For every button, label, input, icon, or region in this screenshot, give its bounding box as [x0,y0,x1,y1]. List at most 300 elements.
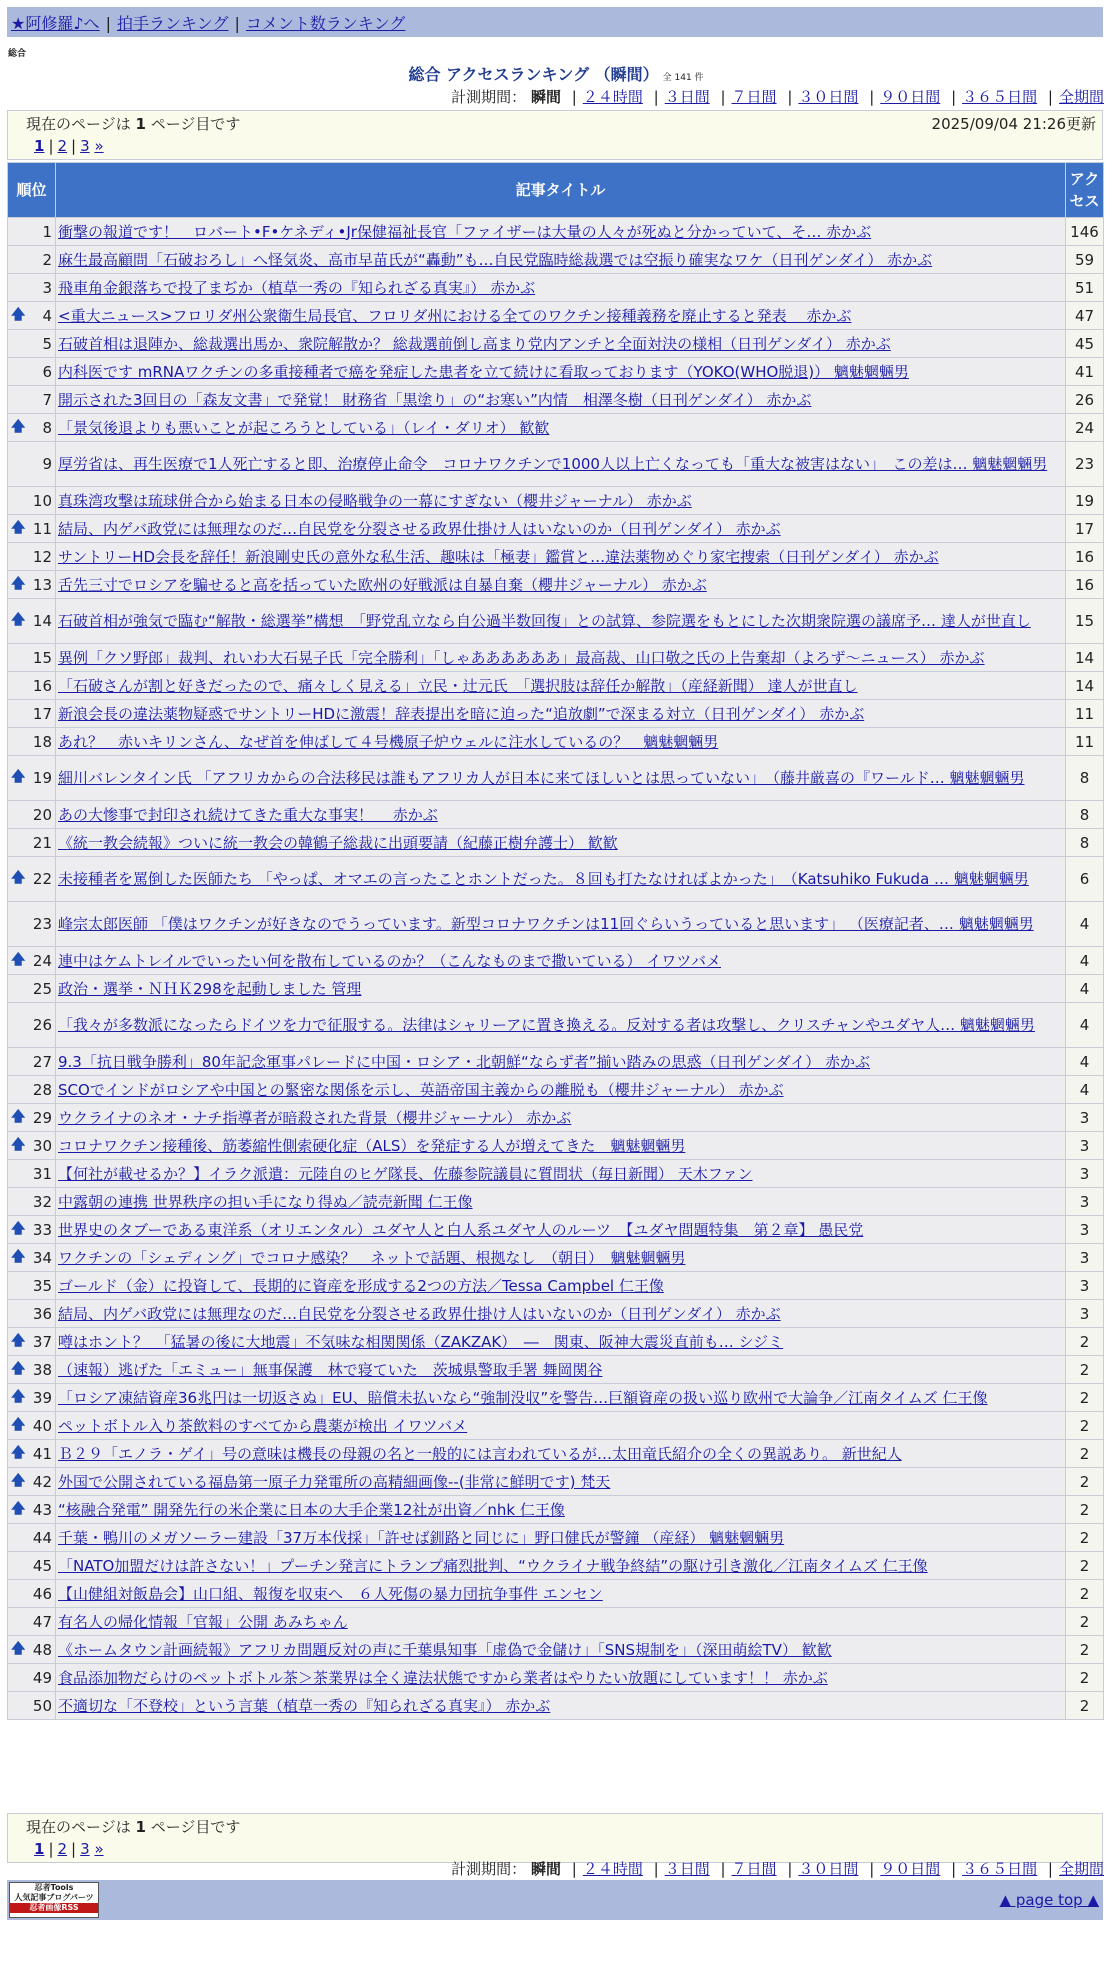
footer-bar [7,1880,1103,1920]
rank-number: 35 [32,1276,52,1295]
title-cell [56,1440,1066,1468]
access-count: 3 [1066,1160,1104,1188]
article-title-link[interactable]: 峰宗太郎医師 「僕はワクチンが好きなのでうっています。新型コロナワクチンは11回ぐらいうっていると思います」 （医療記者、… 魑魅魍魎男 [58,915,1034,933]
rank-number: 43 [32,1500,52,1519]
rank-cell [8,1188,56,1216]
rank-cell [8,274,56,302]
period-link-365d[interactable]: ３６５日間 [962,88,1038,106]
access-count: 2 [1066,1524,1104,1552]
access-count: 4 [1066,975,1104,1003]
page-status: 現在のページは 1 ページ目です [26,1818,241,1836]
rank-cell [8,386,56,414]
table-row [8,543,1104,571]
ninja-tools-logo[interactable]: 忍者Tools 人気記事ブログパーツ 忍者画像RSS [9,1882,99,1918]
rank-cell [8,829,56,857]
article-title-link[interactable]: 新浪会長の違法薬物疑惑でサントリーHDに激震！辞表提出を暗に迫った“追放劇”で深まる対立（日刊ゲンダイ） 赤かぶ [58,704,865,723]
rank-cell [8,599,56,644]
access-count: 4 [1066,902,1104,947]
page-link-3[interactable]: 3 [80,137,90,155]
access-count: 3 [1066,1272,1104,1300]
access-count: 2 [1066,1580,1104,1608]
access-count: 26 [1066,386,1104,414]
period-link-all[interactable]: 全期間 [1058,88,1104,106]
period-link-3d[interactable]: ３日間 [664,88,710,106]
rank-number: 38 [32,1360,52,1379]
page-link-2[interactable]: 2 [57,1840,68,1858]
category-label: 総合 [8,49,27,59]
title-cell [56,1692,1066,1720]
rank-number: 20 [32,805,52,824]
article-title-link[interactable]: あの大惨事で封印され続けてきた重大な事実！ 赤かぶ [58,805,438,824]
pager-box-bottom [7,1813,1103,1863]
article-title-link[interactable]: 《統一教会続報》ついに統一教会の韓鶴子総裁に出頭要請（紀藤正樹弁護士） 歓歓 [58,833,618,852]
rank-number: 31 [32,1164,52,1183]
rank-up-arrow-icon: 🡅 [11,1136,26,1153]
access-count: 2 [1066,1664,1104,1692]
title-cell [56,1412,1066,1440]
article-title-link[interactable]: コロナワクチン接種後、筋萎縮性側索硬化症（ALS）を発症する人が増えてきた 魑魅魍魎男 [58,1136,686,1155]
table-row [8,1636,1104,1664]
rank-number: 22 [32,870,52,888]
rank-up-arrow-icon: 🡅 [11,306,26,323]
table-row [8,1048,1104,1076]
access-count: 3 [1066,1216,1104,1244]
rank-cell [8,1076,56,1104]
page-link-current[interactable]: 1 [34,1840,45,1858]
page-status: 現在のページは 1 ページ目です [26,115,241,133]
rank-cell [8,975,56,1003]
period-link-30d[interactable]: ３０日間 [798,88,859,106]
rank-up-arrow-icon: 🡅 [11,1388,26,1405]
rank-number: 23 [32,915,52,933]
rank-cell [8,801,56,829]
access-count: 2 [1066,1356,1104,1384]
rank-cell [8,728,56,756]
title-cell [56,302,1066,330]
title-cell [56,571,1066,599]
access-count: 16 [1066,543,1104,571]
rank-cell [8,1300,56,1328]
rank-number: 1 [42,222,52,241]
table-row [8,1104,1104,1132]
table-row [8,246,1104,274]
access-count: 3 [1066,1244,1104,1272]
access-count: 11 [1066,700,1104,728]
article-title-link[interactable]: “核融合発電” 開発先行の米企業に日本の大手企業12社が出資／nhk 仁王像 [58,1500,565,1519]
rank-up-arrow-icon: 🡅 [11,951,26,968]
table-row [8,330,1104,358]
rank-up-arrow-icon: 🡅 [11,418,26,435]
article-title-link[interactable]: 有名人の帰化情報「官報」公開 あみちゃん [58,1612,348,1631]
rank-cell [8,330,56,358]
page-top-link[interactable]: ▲ page top ▲ [999,1891,1099,1909]
article-title-link[interactable]: 【何社が載せるか？】イラク派遣：元陸自のヒゲ隊長、佐藤参院議員に質問状（毎日新聞） 天木ファン [58,1164,753,1183]
table-row [8,1412,1104,1440]
table-row [8,1496,1104,1524]
title-cell [56,728,1066,756]
rank-number: 26 [32,1016,52,1034]
col-access-header: アクセス [1066,163,1104,218]
period-link-7d[interactable]: ７日間 [731,1860,777,1878]
table-row [8,1692,1104,1720]
access-count: 8 [1066,801,1104,829]
table-row [8,414,1104,442]
rank-number: 2 [42,250,52,269]
rank-up-arrow-icon: 🡅 [11,1248,26,1265]
article-title-link[interactable]: 結局、内ゲバ政党には無理なのだ…自民党を分裂させる政界仕掛け人はいないのか（日刊ゲンダイ） 赤かぶ [58,1304,781,1323]
rank-number: 9 [42,455,52,473]
title-cell [56,1580,1066,1608]
access-count: 4 [1066,1076,1104,1104]
rank-up-arrow-icon: 🡅 [11,1416,26,1433]
table-row [8,1440,1104,1468]
table-row [8,1272,1104,1300]
title-cell [56,487,1066,515]
title-cell [56,358,1066,386]
table-row [8,1003,1104,1048]
article-title-link[interactable]: 不適切な「不登校」という言葉（植草一秀の『知られざる真実』） 赤かぶ [58,1696,551,1715]
rank-up-arrow-icon: 🡅 [11,612,26,628]
rank-cell [8,543,56,571]
table-row [8,302,1104,330]
rank-cell [8,672,56,700]
period-label: 計測期間： [451,1860,527,1878]
rank-cell [8,414,56,442]
pagination: 1 | 2 | 3 » [34,137,104,155]
article-title-link[interactable]: 内科医です mRNAワクチンの多重接種者で癌を発症した患者を立て続けに看取っております（YOKO(WHO脱退)） 魑魅魍魎男 [58,362,909,381]
rank-cell [8,1244,56,1272]
rank-number: 24 [32,951,52,970]
rank-cell [8,902,56,947]
table-row [8,728,1104,756]
rank-number: 39 [32,1388,52,1407]
page-link-current[interactable]: 1 [34,137,45,155]
article-title-link[interactable]: 細川バレンタイン氏 「アフリカからの合法移民は誰もアフリカ人が日本に来てほしいとは思っていない」 （藤井厳喜の『ワールド… 魑魅魍魎男 [58,769,1025,787]
title-cell [56,1384,1066,1412]
table-row [8,515,1104,543]
article-title-link[interactable]: 真珠湾攻撃は琉球併合から始まる日本の侵略戦争の一幕にすぎない（櫻井ジャーナル） 赤かぶ [58,491,692,510]
rank-number: 10 [32,491,52,510]
rank-number: 47 [32,1612,52,1631]
access-count: 2 [1066,1328,1104,1356]
access-count: 15 [1066,599,1104,644]
rank-cell [8,218,56,246]
article-title-link[interactable]: 「我々が多数派になったらドイツを力で征服する。法律はシャリーアに置き換える。反対する者は攻撃し、クリスチャンやユダヤ人… 魑魅魍魎男 [58,1016,1035,1034]
article-title-link[interactable]: 衝撃の報道です！ ロバート•F•ケネディ•Jr保健福祉長官「ファイザーは大量の人々が死ぬと分かっていて、そ… 赤かぶ [58,222,872,241]
rank-cell [8,1384,56,1412]
article-title-link[interactable]: ワクチンの「シェディング」でコロナ感染？ ネットで話題、根拠なし （朝日） 魑魅魍魎男 [58,1248,686,1267]
access-count: 24 [1066,414,1104,442]
access-count: 59 [1066,246,1104,274]
access-count: 6 [1066,857,1104,902]
rank-cell [8,1104,56,1132]
access-count: 8 [1066,756,1104,801]
table-row [8,801,1104,829]
rank-cell [8,1328,56,1356]
access-count: 2 [1066,1496,1104,1524]
rank-cell [8,700,56,728]
title-cell [56,1076,1066,1104]
title-cell [56,442,1066,487]
title-cell [56,218,1066,246]
page-link-3[interactable]: 3 [80,1840,90,1858]
title-cell [56,857,1066,902]
table-row [8,829,1104,857]
article-title-link[interactable]: 異例「クソ野郎」裁判、れいわ大石晃子氏「完全勝利」「しゃああああああ」最高裁、山口敬之氏の上告棄却（よろず〜ニュース） 赤かぶ [58,648,985,667]
article-title-link[interactable]: 世界史のタブーである東洋系（オリエンタル）ユダヤ人と白人系ユダヤ人のルーツ 【ユダヤ問題特集 第２章】 愚民党 [58,1220,864,1239]
article-title-link[interactable]: 未接種者を罵倒した医師たち 「やっぱ、オマエの言ったことホントだった。８回も打たなければよかった」 （Katsuhiko Fukuda … 魑魅魍魎男 [58,870,1029,888]
rank-cell [8,1356,56,1384]
col-title-header: 記事タイトル [56,163,1066,218]
article-title-link[interactable]: 食品添加物だらけのペットボトル茶＞茶業界は全く違法状態ですから業者はやりたい放題にしています！！ 赤かぶ [58,1668,828,1687]
article-title-link[interactable]: 「景気後退よりも悪いことが起ころうとしている」（レイ・ダリオ） 歓歓 [58,418,550,437]
rank-number: 46 [32,1584,52,1603]
title-cell [56,1216,1066,1244]
period-link-90d[interactable]: ９０日間 [880,88,941,106]
article-title-link[interactable]: 舌先三寸でロシアを騙せると高を括っていた欧州の好戦派は自暴自棄（櫻井ジャーナル） 赤かぶ [58,575,707,594]
table-row [8,1468,1104,1496]
access-count: 45 [1066,330,1104,358]
article-title-link[interactable]: 厚労省は、再生医療で1人死亡すると即、治療停止命令 コロナワクチンで1000人以上亡くなっても「重大な被害はない」 この差は… 魑魅魍魎男 [58,455,1048,473]
access-count: 4 [1066,1048,1104,1076]
rank-number: 42 [32,1472,52,1491]
access-count: 14 [1066,672,1104,700]
article-title-link[interactable]: Ｂ２９「エノラ・ゲイ」号の意味は機長の母親の名と一般的には言われているが…太田竜氏紹介の全くの異説あり。 新世紀人 [58,1444,902,1463]
article-title-link[interactable]: 石破首相が強気で臨む“解散・総選挙”構想 「野党乱立なら自公過半数回復」との試算、参院選をもとにした次期衆院選の議席予… 達人が世直し [58,612,1031,630]
access-count: 2 [1066,1468,1104,1496]
rank-cell [8,1552,56,1580]
table-row [8,644,1104,672]
rank-cell [8,1003,56,1048]
ranking-table [7,162,1104,1720]
article-title-link[interactable]: 政治・選挙・ＮＨＫ298を起動しました 管理 [58,979,362,998]
rank-number: 28 [32,1080,52,1099]
article-title-link[interactable]: SCOでインドがロシアや中国との緊密な関係を示し、英語帝国主義からの離脱も（櫻井ジャーナル） 赤かぶ [58,1080,784,1099]
page-next-link[interactable]: » [94,137,104,155]
table-row [8,902,1104,947]
access-count: 51 [1066,274,1104,302]
title-cell [56,386,1066,414]
ranking-count: 全 141 件 [662,73,704,83]
access-count: 23 [1066,442,1104,487]
title-cell [56,1188,1066,1216]
title-cell [56,246,1066,274]
article-title-link[interactable]: <重大ニュース>フロリダ州公衆衛生局長官、フロリダ州における全てのワクチン接種義務を廃止すると発表 赤かぶ [58,306,852,325]
rank-number: 3 [42,278,52,297]
rank-number: 6 [42,362,52,381]
period-link-all[interactable]: 全期間 [1058,1860,1104,1878]
article-title-link[interactable]: 中露朝の連携 世界秩序の担い手になり得ぬ／読売新聞 仁王像 [58,1192,473,1211]
title-cell [56,1524,1066,1552]
article-title-link[interactable]: 「ロシア凍結資産36兆円は一切返さぬ」EU、賠償未払いなら“強制没収”を警告…巨額資産の扱い巡り欧州で大論争／江南タイムズ 仁王像 [58,1388,988,1407]
period-link-24h[interactable]: ２４時間 [582,88,643,106]
access-count: 11 [1066,728,1104,756]
table-row [8,672,1104,700]
rank-cell [8,571,56,599]
table-row [8,1664,1104,1692]
ranking-title-text: 総合 アクセスランキング （瞬間） [408,65,659,84]
rank-number: 4 [42,306,52,325]
rank-cell [8,1636,56,1664]
access-count: 2 [1066,1636,1104,1664]
page-next-link[interactable]: » [94,1840,104,1858]
rank-cell [8,1608,56,1636]
nav-comment-ranking-link[interactable]: コメント数ランキング [245,14,406,33]
article-title-link[interactable]: ペットボトル入り茶飲料のすべてから農薬が検出 イワツバメ [58,1416,468,1435]
ranking-title [0,62,1112,85]
article-title-link[interactable]: 【山健組対飯島会】山口組、報復を収束へ ６人死傷の暴力団抗争事件 エンセン [58,1584,603,1603]
table-row [8,1328,1104,1356]
period-link-3d[interactable]: ３日間 [664,1860,710,1878]
rank-up-arrow-icon: 🡅 [11,1108,26,1125]
rank-cell [8,1692,56,1720]
article-title-link[interactable]: あれ？ 赤いキリンさん、なぜ首を伸ばして４号機原子炉ウェルに注水しているの？ 魑魅魍魎男 [58,732,719,751]
rank-up-arrow-icon: 🡅 [11,519,26,536]
period-current: 瞬間 [530,1860,561,1878]
article-title-link[interactable]: 9.3「抗日戦争勝利」80年記念軍事パレードに中国・ロシア・北朝鮮“ならず者”揃い踏みの思惑（日刊ゲンダイ） 赤かぶ [58,1052,871,1071]
article-title-link[interactable]: 石破首相は退陣か、総裁選出馬か、衆院解散か？ 総裁選前倒し高まり党内アンチと全面対決の様相（日刊ゲンダイ） 赤かぶ [58,334,891,353]
rank-number: 11 [32,519,52,538]
rank-up-arrow-icon: 🡅 [11,1500,26,1517]
article-title-link[interactable]: 外国で公開されている福島第一原子力発電所の高精細画像--(非常に鮮明です) 梵天 [58,1472,611,1491]
title-cell [56,1300,1066,1328]
article-title-link[interactable]: （速報）逃げた「エミュー」無事保護 林で寝ていた 茨城県警取手署 舞岡関谷 [58,1360,603,1379]
table-header-row [8,163,1104,218]
rank-up-arrow-icon: 🡅 [11,575,26,592]
col-rank-header: 順位 [8,163,56,218]
period-link-365d[interactable]: ３６５日間 [962,1860,1038,1878]
table-row [8,1356,1104,1384]
rank-up-arrow-icon: 🡅 [11,1472,26,1489]
article-title-link[interactable]: 飛車角金銀落ちで投了まぢか（植草一秀の『知られざる真実』） 赤かぶ [58,278,536,297]
article-title-link[interactable]: 《ホームタウン計画続報》アフリカ問題反対の声に千葉県知事「虚偽で金儲け」「SNS規制を」（深田萌絵TV） 歓歓 [58,1640,832,1659]
table-row [8,1244,1104,1272]
rank-up-arrow-icon: 🡅 [11,870,26,886]
title-cell [56,1104,1066,1132]
rank-number: 15 [32,648,52,667]
rank-cell [8,756,56,801]
rank-number: 36 [32,1304,52,1323]
access-count: 2 [1066,1384,1104,1412]
title-cell [56,1636,1066,1664]
nav-clap-ranking-link[interactable]: 拍手ランキング [116,14,229,33]
rank-number: 48 [32,1640,52,1659]
access-count: 2 [1066,1552,1104,1580]
rank-cell [8,1160,56,1188]
access-count: 3 [1066,1132,1104,1160]
rank-number: 12 [32,547,52,566]
title-cell [56,330,1066,358]
rank-cell [8,1580,56,1608]
title-cell [56,543,1066,571]
article-title-link[interactable]: 「NATO加盟だけは許さない！」プーチン発言にトランプ痛烈批判、“ウクライナ戦争終結”の駆け引き激化／江南タイムズ 仁王像 [58,1556,928,1575]
access-count: 3 [1066,1188,1104,1216]
rank-number: 19 [32,769,52,787]
article-title-link[interactable]: ゴールド（金）に投資して、長期的に資産を形成する2つの方法／Tessa Campbel 仁王像 [58,1276,664,1295]
rank-number: 13 [32,575,52,594]
rank-up-arrow-icon: 🡅 [11,1444,26,1461]
rank-number: 18 [32,732,52,751]
rank-up-arrow-icon: 🡅 [11,1640,26,1657]
rank-number: 25 [32,979,52,998]
access-count: 3 [1066,1104,1104,1132]
table-row [8,1524,1104,1552]
rank-number: 7 [42,390,52,409]
rank-up-arrow-icon: 🡅 [11,1360,26,1377]
article-title-link[interactable]: ウクライナのネオ・ナチ指導者が暗殺された背景（櫻井ジャーナル） 赤かぶ [58,1108,572,1127]
table-row [8,1300,1104,1328]
article-title-link[interactable]: サントリーHD会長を辞任！新浪剛史氏の意外な私生活、趣味は「極妻」鑑賞と…違法薬物めぐり家宅捜索（日刊ゲンダイ） 赤かぶ [58,547,939,566]
period-link-7d[interactable]: ７日間 [731,88,777,106]
rank-cell [8,1216,56,1244]
title-cell [56,1048,1066,1076]
rank-cell [8,1412,56,1440]
table-row [8,1384,1104,1412]
article-title-link[interactable]: 噂はホント？ 「猛暑の後に大地震」不気味な相関関係（ZAKZAK） ― 関東、阪神大震災直前も… シジミ [58,1332,784,1351]
title-cell [56,902,1066,947]
article-title-link[interactable]: 開示された3回目の「森友文書」で発覚！ 財務省「黒塗り」の“お寒い”内情 相澤冬樹（日刊ゲンダイ） 赤かぶ [58,390,812,409]
rank-cell [8,1496,56,1524]
rank-cell [8,1048,56,1076]
title-cell [56,1244,1066,1272]
rank-number: 50 [32,1696,52,1715]
rank-cell [8,1272,56,1300]
article-title-link[interactable]: 千葉・鴨川のメガソーラー建設「37万本伐採」「許せば釧路と同じに」野口健氏が警鐘 （産経） 魑魅魍魎男 [58,1528,785,1547]
rank-cell [8,1524,56,1552]
period-link-24h[interactable]: ２４時間 [582,1860,643,1878]
title-cell [56,1496,1066,1524]
rank-cell [8,358,56,386]
article-title-link[interactable]: 連中はケムトレイルでいったい何を散布しているのか？（こんなものまで撒いている） イワツバメ [58,951,721,970]
pager-box-top [7,110,1103,160]
rank-up-arrow-icon: 🡅 [11,769,26,785]
period-selector-top: 計測期間： 瞬間 | ２４時間 | ３日間 | ７日間 | ３０日間 | ９０日間 | ３６５日間 | 全期間 [451,88,1104,106]
rank-up-arrow-icon: 🡅 [11,1220,26,1237]
pagination: 1 | 2 | 3 » [34,1840,104,1858]
rank-number: 29 [32,1108,52,1127]
table-row [8,274,1104,302]
period-link-90d[interactable]: ９０日間 [880,1860,941,1878]
article-title-link[interactable]: 「石破さんが割と好きだったので、痛々しく見える」立民・辻元氏 「選択肢は辞任か解散」（産経新聞） 達人が世直し [58,676,858,695]
table-row [8,947,1104,975]
period-selector-bottom: 計測期間： 瞬間 | ２４時間 | ３日間 | ７日間 | ３０日間 | ９０日間 | ３６５日間 | 全期間 [451,1860,1104,1878]
title-cell [56,515,1066,543]
rank-number: 30 [32,1136,52,1155]
access-count: 2 [1066,1608,1104,1636]
title-cell [56,599,1066,644]
article-title-link[interactable]: 結局、内ゲバ政党には無理なのだ…自民党を分裂させる政界仕掛け人はいないのか（日刊ゲンダイ） 赤かぶ [58,519,781,538]
rank-cell [8,857,56,902]
nav-separator: | [234,14,240,33]
access-count: 3 [1066,1300,1104,1328]
rank-cell [8,487,56,515]
rank-cell [8,302,56,330]
rank-number: 21 [32,833,52,852]
access-count: 4 [1066,1003,1104,1048]
table-row [8,1552,1104,1580]
title-cell [56,829,1066,857]
access-count: 17 [1066,515,1104,543]
page-link-2[interactable]: 2 [57,137,68,155]
rank-number: 40 [32,1416,52,1435]
article-title-link[interactable]: 麻生最高顧問「石破おろし」へ怪気炎、高市早苗氏が“轟動”も…自民党臨時総裁選では空振り確実なワケ（日刊ゲンダイ） 赤かぶ [58,250,933,269]
rank-number: 37 [32,1332,52,1351]
period-link-30d[interactable]: ３０日間 [798,1860,859,1878]
title-cell [56,756,1066,801]
access-count: 2 [1066,1692,1104,1720]
top-nav-bar [7,7,1103,37]
nav-home-link[interactable]: ★阿修羅♪へ [11,14,100,33]
